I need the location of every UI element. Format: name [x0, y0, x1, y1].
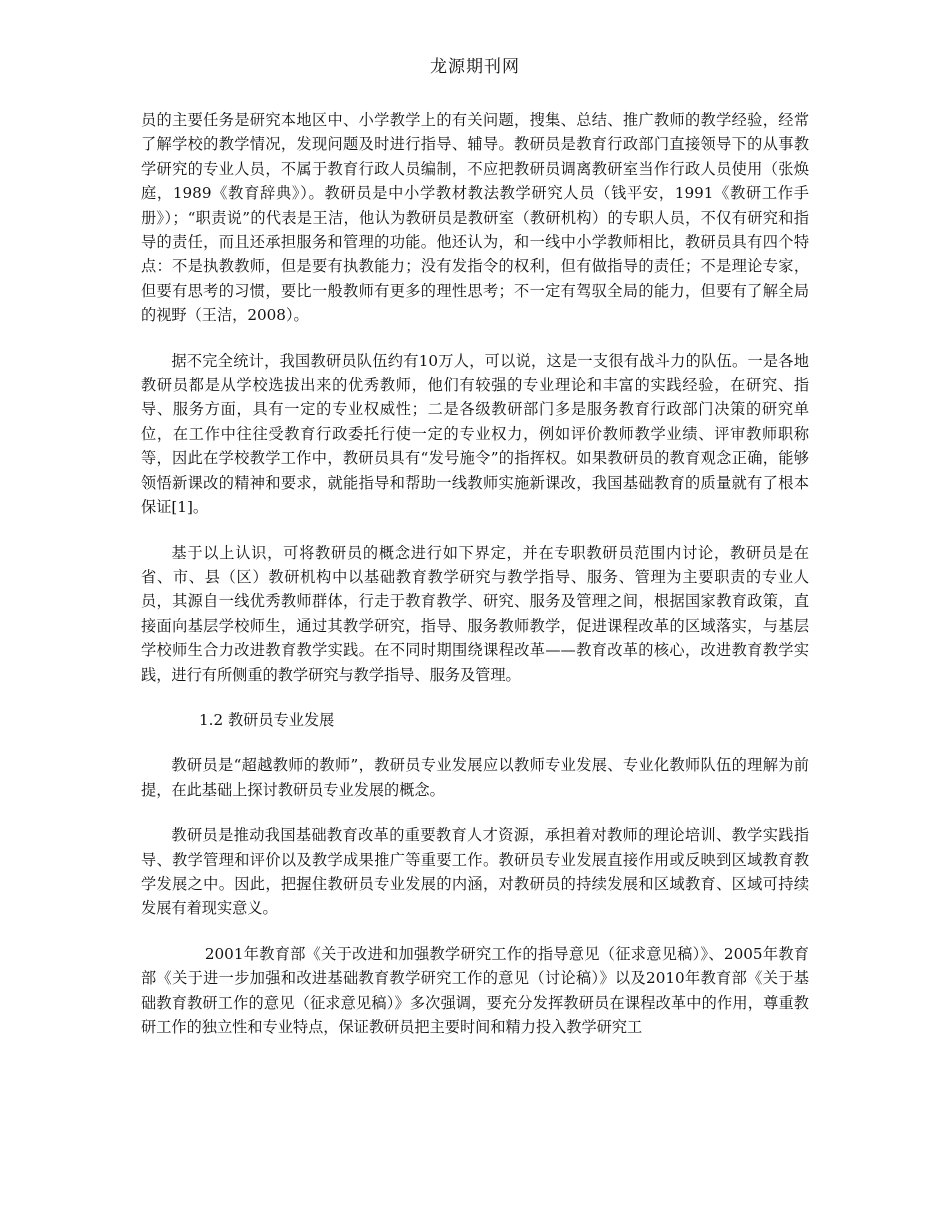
- section-heading: 1.2 教研员专业发展: [199, 710, 335, 729]
- page-header-site-name: 龙源期刊网: [430, 57, 520, 77]
- section-paragraph-2: 教研员是推动我国基础教育改革的重要教育人才资源，承担着对教师的理论培训、教学实践指导、教学管理和评价以及教学成果推广等重要工作。教研员专业发展直接作用或反映到区域教育教学发展之中。因此，把握住教研员专业发展的内涵，对教研员的持续发展和区域教育、区域可持续发展有着现实意义。: [141, 826, 809, 918]
- paragraph-2: 据不完全统计，我国教研员队伍约有10万人，可以说，这是一支很有战斗力的队伍。一是各地教研员都是从学校选拔出来的优秀教师，他们有较强的专业理论和丰富的实践经验，在研究、指导、服务方面，具有一定的专业权威性；二是各级教研部门多是服务教育行政部门决策的研究单位，在工作中往往受教育行政委托行使一定的专业权力，例如评价教师教学业绩、评审教师职称等，因此在学校教学工作中，教研员具有“发号施令”的指挥权。如果教研员的教育观念正确，能够领悟新课改的精神和要求，就能指导和帮助一线教师实施新课改，我国基础教育的质量就有了根本保证[1]。: [141, 351, 809, 517]
- paragraph-1: 员的主要任务是研究本地区中、小学教学上的有关问题，搜集、总结、推广教师的教学经验，经常了解学校的教学情况，发现问题及时进行指导、辅导。教研员是教育行政部门直接领导下的从事教学研究的专业人员，不属于教育行政人员编制，不应把教研员调离教研室当作行政人员使用（张焕庭，1989《教育辞典》）。教研员是中小学教材教法教学研究人员（钱平安，1991《教研工作手册》）；“职责说”的代表是王洁，他认为教研员是教研室（教研机构）的专职人员，不仅有研究和指导的责任，而且还承担服务和管理的功能。他还认为，和一线中小学教师相比，教研员具有四个特点：不是执教教师，但是要有执教能力；没有发指令的权利，但有做指导的责任；不是理论专家，但要有思考的习惯，要比一般教师有更多的理性思考；不一定有驾驭全局的能力，但要有了解全局的视野（王洁，2008）。: [141, 111, 809, 325]
- final-paragraph: 2001年教育部《关于改进和加强教学研究工作的指导意见（征求意见稿）》、2005年教育部《关于进一步加强和改进基础教育教学研究工作的意见（讨论稿）》以及2010年教育部《关于基础教育教研工作的意见（征求意见稿）》多次强调，要充分发挥教研员在课程改革中的作用，尊重教研工作的独立性和专业特点，保证教研员把主要时间和精力投入教学研究工: [141, 944, 809, 1036]
- section-paragraph-1: 教研员是“超越教师的教师”，教研员专业发展应以教师专业发展、专业化教师队伍的理解为前提，在此基础上探讨教研员专业发展的概念。: [141, 756, 809, 799]
- document-body: [141, 108, 809, 1060]
- paragraph-3: 基于以上认识，可将教研员的概念进行如下界定，并在专职教研员范围内讨论，教研员是在省、市、县（区）教研机构中以基础教育教学研究与教学指导、服务、管理为主要职责的专业人员，其源自一线优秀教师群体，行走于教育教学、研究、服务及管理之间，根据国家教育政策，直接面向基层学校师生，通过其教学研究，指导、服务教师教学，促进课程改革的区域落实，与基层学校师生合力改进教育教学实践。在不同时期围绕课程改革——教育改革的核心，改进教育教学实践，进行有所侧重的教学研究与教学指导、服务及管理。: [141, 543, 809, 684]
